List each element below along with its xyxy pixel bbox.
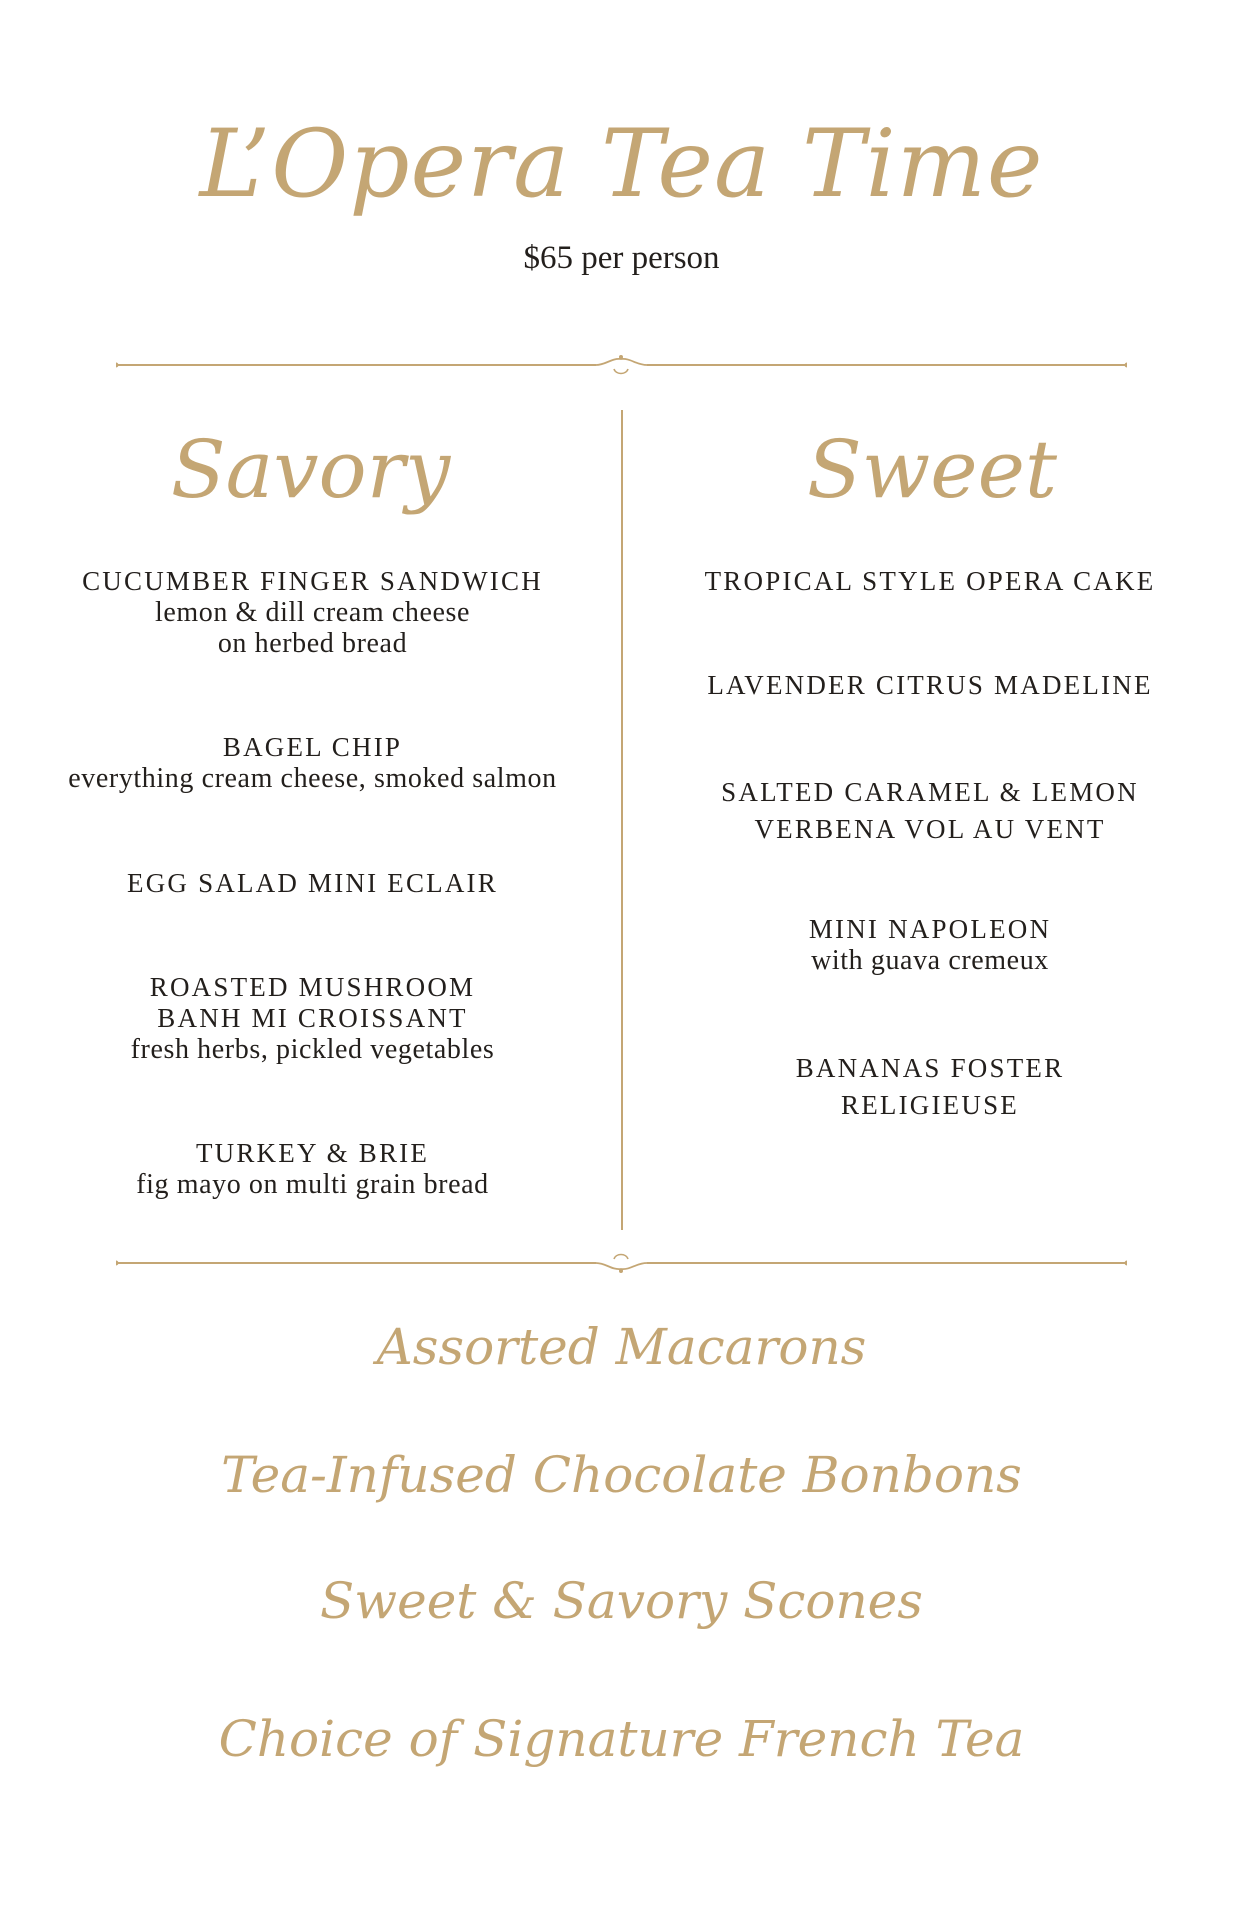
item-name: BAGEL CHIP — [222, 732, 403, 762]
price-per-person: $65 per person — [523, 240, 720, 276]
sweet-heading: Sweet — [806, 423, 1058, 516]
item-name: VERBENA VOL AU VENT — [754, 814, 1106, 844]
sweet-item — [640, 914, 1220, 976]
item-description: with guava cremeux — [811, 945, 1049, 976]
savory-heading: Savory — [170, 423, 451, 516]
item-name: BANH MI CROISSANT — [157, 1003, 468, 1033]
item-description: on herbed bread — [217, 628, 408, 659]
sweet-item — [640, 670, 1220, 701]
item-name: BANANAS FOSTER — [795, 1053, 1065, 1083]
item-name: SALTED CARAMEL & LEMON — [721, 777, 1139, 807]
item-name: LAVENDER CITRUS MADELINE — [707, 670, 1153, 700]
extra-item: Choice of Signature French Tea — [218, 1710, 1025, 1768]
menu-title: L’Opera Tea Time — [199, 110, 1044, 219]
column-divider — [621, 410, 623, 1230]
item-name: MINI NAPOLEON — [808, 914, 1052, 944]
savory-item — [20, 732, 605, 794]
item-description: fresh herbs, pickled vegetables — [130, 1034, 495, 1065]
sweet-item — [640, 774, 1220, 848]
savory-item — [20, 972, 605, 1065]
item-description: lemon & dill cream cheese — [154, 597, 471, 628]
extra-item: Tea-Infused Chocolate Bonbons — [221, 1446, 1022, 1504]
item-name: EGG SALAD MINI ECLAIR — [127, 868, 498, 898]
item-description: everything cream cheese, smoked salmon — [68, 763, 557, 794]
sweet-item — [640, 1050, 1220, 1124]
extra-item: Assorted Macarons — [376, 1318, 867, 1376]
item-name: ROASTED MUSHROOM — [149, 972, 476, 1002]
savory-item — [20, 868, 605, 899]
savory-item — [20, 1138, 605, 1200]
extra-item: Sweet & Savory Scones — [320, 1572, 923, 1630]
savory-item — [20, 566, 605, 659]
ornamental-divider-top — [116, 350, 1127, 380]
ornamental-divider-bottom — [116, 1248, 1127, 1278]
item-name: CUCUMBER FINGER SANDWICH — [82, 566, 543, 596]
item-description: fig mayo on multi grain bread — [136, 1169, 489, 1200]
item-name: TROPICAL STYLE OPERA CAKE — [704, 566, 1156, 596]
item-name: RELIGIEUSE — [841, 1090, 1019, 1120]
sweet-item — [640, 566, 1220, 597]
item-name: TURKEY & BRIE — [195, 1138, 430, 1168]
